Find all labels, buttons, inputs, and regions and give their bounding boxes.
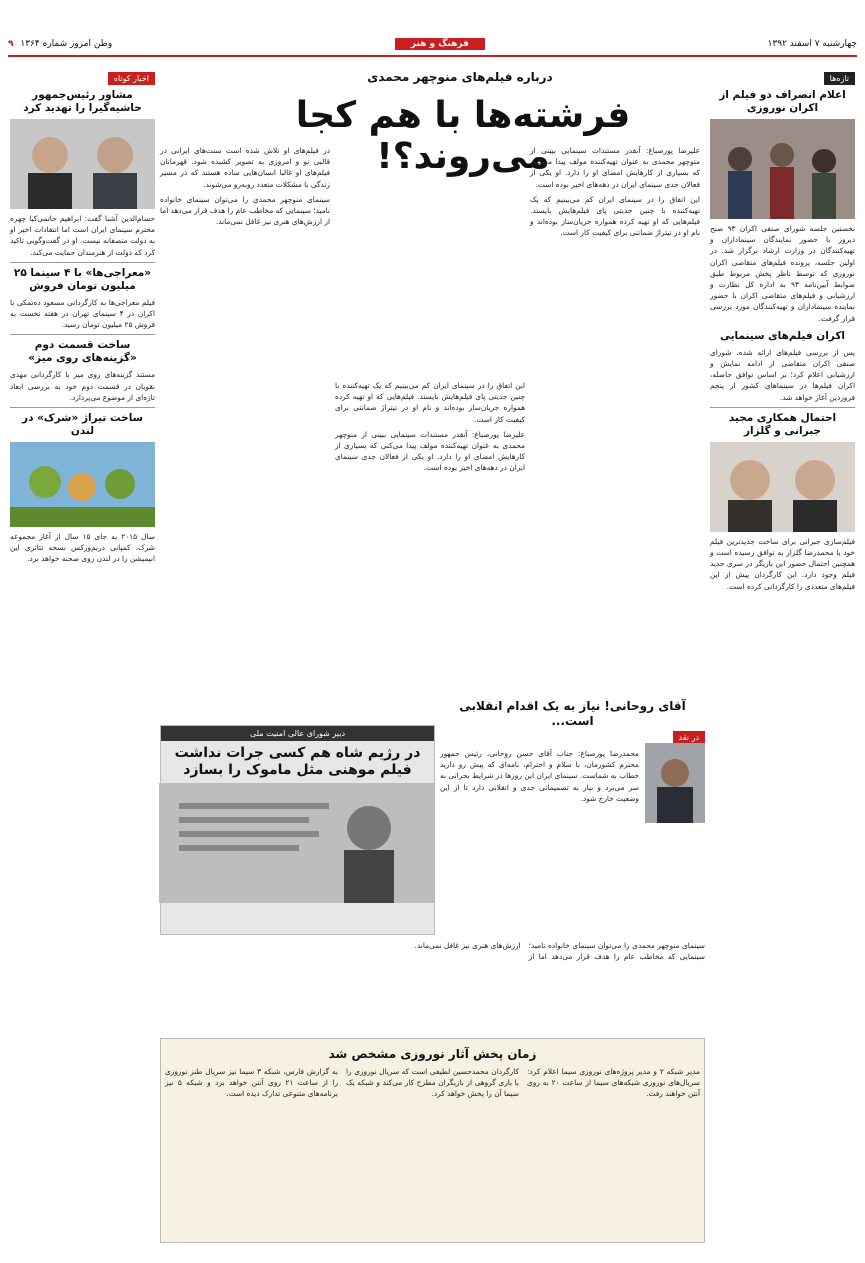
header-rule xyxy=(8,55,857,57)
short-news-label: اخبار کوتاه xyxy=(108,72,155,85)
kicker: درباره فیلم‌های منوچهر محمدی xyxy=(367,70,553,84)
crowd-photo xyxy=(710,119,855,219)
author-portrait xyxy=(645,743,705,823)
center-right-text xyxy=(530,145,700,690)
clip-image xyxy=(159,783,434,903)
left-body-3: مستند گزینه‌های روی میز با کارگردانی مهدی نقویان در قسمت دوم خود به بررسی ابعاد تازه‌ای از موضوع می‌پردازد. xyxy=(10,370,155,402)
main-body-a: علیرضا پورصباغ: آنقدر مستندات سینمایی ببینی از منوچهر محمدی به عنوان تهیه‌کننده مولف پیدا می‌کنی که بسیاری از کارهایش امضای او را دارد. او یکی از فعالان جدی سینمای ایران در دهه‌های اخیر بوده است. xyxy=(530,146,700,189)
article2-title-box xyxy=(440,695,705,728)
bottom-body-c: به گزارش فارس، شبکه ۳ سیما نیز سریال طنز نوروزی را از ساعت ۲۱ روی آنتن خواهد برد و شبکه ۵ نیز برنامه‌های متنوعی تدارک دیده است. xyxy=(165,1067,339,1099)
left-body-1: حسام‌الدین آشنا گفت: ابراهیم حاتمی‌کیا چهره محترم سینمای ایران است اما انتقادات اخیر او به دولت منصفانه نیست. او در گفت‌وگویی تاکید کرد که دولت از هنرمندان حمایت می‌کند. xyxy=(10,214,155,257)
left-headline-4: ساخت تیراژ «شرک» در لندن xyxy=(22,412,143,438)
clip-headline: در رژیم شاه هم کسی جرات نداشت فیلم موهنی مثل ماموک را بسازد xyxy=(174,745,421,778)
news-label: تازه‌ها xyxy=(824,72,855,85)
left-headline-2: «معراجی‌ها» با ۴ سینما ۲۵ میلیون تومان فروش xyxy=(13,266,152,292)
article-body-3: فیلم‌سازی جبرانی برای ساخت جدیدترین فیلم خود با محمدرضا گلزار به توافق رسیده است و همچنین احتمال حضور این بازیگر در سری جدید فیلم وجود دارد. این کارگردان پیش از این فیلم‌های متعددی را کارگردانی کرده است. xyxy=(710,536,855,591)
bottom-body-b: کارگردان محمدحسین لطیفی است که سریال نوروزی را با بازی گروهی از بازیگران مطرح کار می‌کند و شبکه یک سیما آن را پخش خواهد کرد. xyxy=(346,1067,519,1099)
article-body: نخستین جلسه شورای صنفی اکران ۹۳ صبح دیروز با حضور نمایندگان سینماداران و تهیه‌کنندگان در وزارت ارشاد برگزار شد. در اولین جلسه، پرونده فیلم‌های متقاضی اکران نوروزی که توسط ناظر پخش مربوط طبق ضوابط آیین‌نامه ۹۳ به اداره کل نظارت و ارزشیابی و فیلم‌های متقاضی اکران با حضور نماینده سینماداران و تهیه‌کنندگان مورد بررسی قرار گرفت. xyxy=(710,224,855,323)
issue-date: چهارشنبه ۷ اسفند ۱۳۹۲ xyxy=(767,39,857,49)
bottom-columns xyxy=(165,1066,700,1100)
author-photo xyxy=(645,743,705,823)
headline-collaboration: احتمال همکاری مجید جبرانی و گلزار xyxy=(728,411,837,437)
bottom-title: زمان پخش آثار نوروزی مشخص شد xyxy=(328,1047,537,1061)
subheading: اکران فیلم‌های سینمایی xyxy=(719,329,846,342)
main-body-c: در فیلم‌های او تلاش شده است سنت‌های ایرانی در قالبی نو و امروزی به تصویر کشیده شود. قهرمانان فیلم‌های او غالبا انسان‌هایی ساده هستند که در مسیر زندگی با مشکلات متعدد روبه‌رو می‌شوند. xyxy=(160,146,330,189)
main-body-e: این اتفاق را در سینمای ایران کم می‌بینیم که یک تهیه‌کننده با چنین جدیتی پای فیلم‌هایش بایستد. فیلم‌هایی که او تهیه کرده همواره جریان‌ساز بوده‌اند و نام او در تیتراژ ضمانتی برای کیفیت کار است. xyxy=(335,381,525,424)
divider xyxy=(10,334,155,335)
news-clipping xyxy=(160,725,435,935)
page-number: ۹ xyxy=(8,39,14,49)
two-portraits xyxy=(10,119,155,209)
article2-body: محمدرضا پورصباغ: جناب آقای حسن روحانی، رئیس جمهور محترم کشورمان، با سلام و احترام، نامه‌ای که پیش رو دارید خطاب به شماست. سینمای ایران این روزها در شرایط بحرانی به سر می‌برد و نیاز به تصمیماتی جدی و انقلابی دارد تا از این وضعیت خارج شود. xyxy=(440,749,639,803)
main-body-f: علیرضا پورصباغ: آنقدر مستندات سینمایی ببینی از منوچهر محمدی به عنوان تهیه‌کننده مولف پیدا می‌کنی که بسیاری از کارهایش امضای او را دارد. او یکی از فعالان جدی سینمای ایران در دهه‌های اخیر بوده است. xyxy=(335,429,525,473)
shrek-photo xyxy=(10,442,155,527)
left-body-4: سال ۲۰۱۵ به جای ۱۵ سال از آغاز مجموعه شرک، کمپانی دریم‌ورکس نسخه تئاتری این انیمیشن را در لندن روی صحنه خواهد برد. xyxy=(10,532,155,564)
article2-label: در نقد xyxy=(673,731,705,744)
article2-title: آقای روحانی! نیاز به یک اقدام انقلابی است... xyxy=(459,699,686,728)
photo-icon xyxy=(710,119,855,219)
bottom-section xyxy=(160,940,705,1250)
officials-photo xyxy=(10,119,155,209)
left-column xyxy=(10,66,155,1251)
cartoon-image xyxy=(10,442,155,527)
left-headline-1: مشاور رئیس‌جمهور حاشیه‌گیرا را تهدید کرد xyxy=(23,89,142,114)
section-label: فرهنگ و هنر xyxy=(395,38,485,50)
clip-caption: دبیر شورای عالی امنیت ملی xyxy=(161,726,434,741)
divider xyxy=(10,407,155,408)
bottom-box xyxy=(160,1038,705,1243)
divider xyxy=(10,262,155,263)
headline-withdrawal: اعلام انصراف دو فیلم از اکران نوروزی xyxy=(719,89,846,114)
paper-issue xyxy=(8,39,112,49)
bottom-upper-text: سینمای منوچهر محمدی را می‌توان سینمای خانواده نامید؛ سینمایی که مخاطب عام را هدف قرار می‌دهد اما از ارزش‌های هنری نیز غافل نمی‌ماند. xyxy=(414,941,705,962)
page-header xyxy=(8,35,857,53)
right-column xyxy=(710,66,855,1251)
portraits xyxy=(710,442,855,532)
article2 xyxy=(440,725,705,935)
left-body-2: فیلم معراجی‌ها به کارگردانی مسعود ده‌نمکی با اکران در ۴ سینمای تهران در هفته نخست به فروش ۲۵ میلیون تومان رسید. xyxy=(10,297,155,330)
main-body-d: سینمای منوچهر محمدی را می‌توان سینمای خانواده نامید؛ سینمایی که مخاطب عام را هدف قرار می‌دهد اما از ارزش‌های هنری نیز غافل نمی‌ماند. xyxy=(160,194,330,227)
bottom-body-a: مدیر شبکه ۲ و مدیر پروژه‌های نوروزی سیما اعلام کرد: سریال‌های نوروزی شبکه‌های سیما از ساعت ۲۰ به روی آنتن خواهند رفت. xyxy=(527,1067,700,1099)
article-body-2: پس از بررسی فیلم‌های ارائه شده، شورای صنفی اکران متقاضی از ادامه نمایش و ارزشیابی اعلام کرد؛ بر اساس توافق حاصله، اکران فیلم‌ها در سینماهای کشور از پنجم فروردین آغاز خواهد شد. xyxy=(710,347,855,402)
left-headline-3: ساخت قسمت دوم «گزینه‌های روی میز» xyxy=(28,339,137,365)
center-left-text xyxy=(160,145,330,690)
main-body-b: این اتفاق را در سینمای ایران کم می‌بینیم که یک تهیه‌کننده با چنین جدیتی پای فیلم‌هایش بایستد. فیلم‌هایی که او تهیه کرده همواره جریان‌ساز بوده‌اند و نام او در تیتراژ ضمانتی برای کیفیت کار است. xyxy=(530,194,700,238)
divider xyxy=(710,407,855,408)
main-headline: فرشته‌ها با هم کجا می‌روند؟! xyxy=(295,95,631,177)
portrait-photo xyxy=(710,442,855,532)
center-mid-text xyxy=(335,380,525,690)
paper-name: وطن امروز شماره ۱۳۶۴ xyxy=(20,39,113,49)
